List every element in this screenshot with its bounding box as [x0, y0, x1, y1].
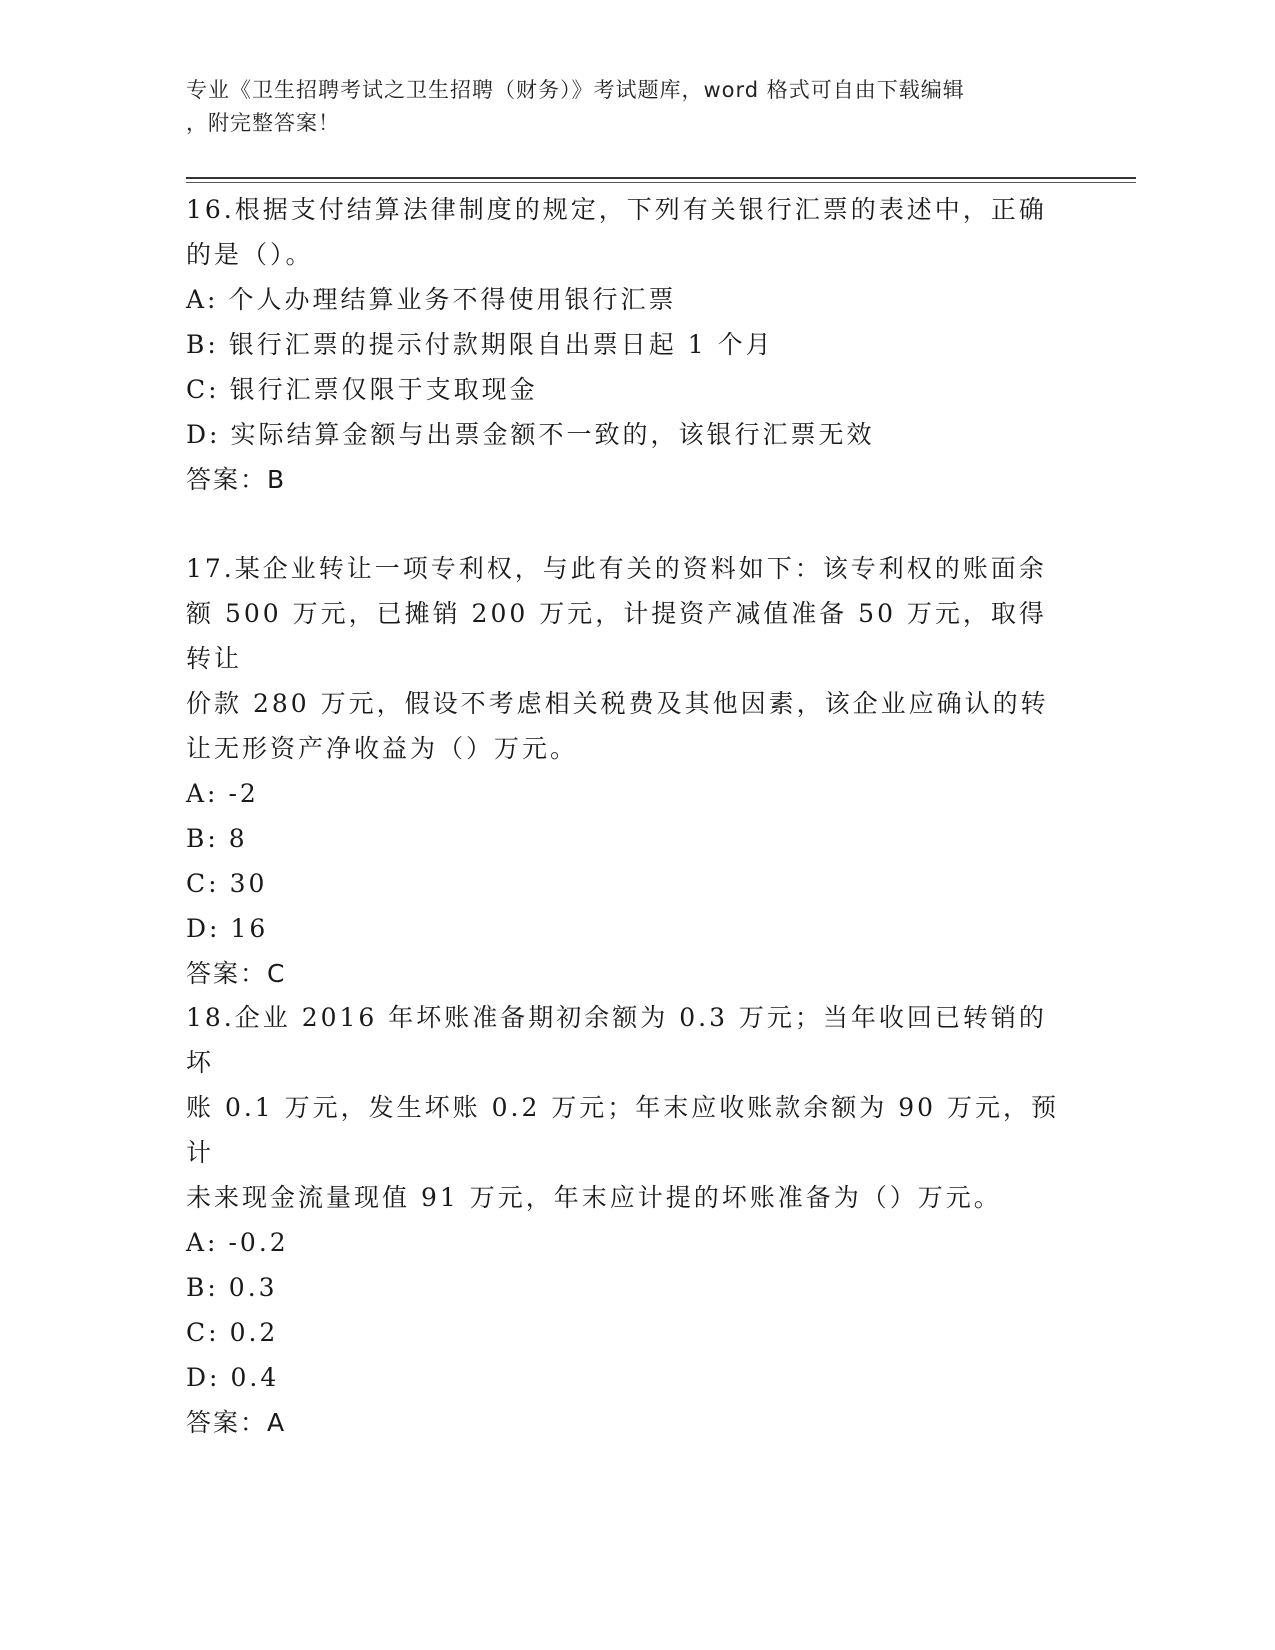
answer-line: 答案：B: [186, 465, 287, 494]
header-line-2: ，附完整答案！: [186, 111, 340, 135]
question-text-line: 让无形资产净收益为（）万元。: [186, 734, 579, 763]
option-a: [186, 771, 1066, 816]
option-text: 0.3: [228, 1273, 278, 1302]
option-letter: A:: [186, 285, 219, 314]
option-d: [186, 1355, 1066, 1400]
option-text: -0.2: [228, 1228, 289, 1257]
header-divider-thick: [186, 177, 1136, 179]
option-text: -2: [228, 779, 259, 808]
question-text-line: 17.某企业转让一项专利权，与此有关的资料如下：该专利权的账面余: [186, 554, 1047, 583]
option-a: [186, 1220, 1066, 1265]
question-text-line: 价款 280 万元，假设不考虑相关税费及其他因素，该企业应确认的转: [186, 689, 1049, 718]
option-letter: C:: [186, 1318, 220, 1347]
option-letter: A:: [186, 1228, 219, 1257]
option-letter: B:: [186, 824, 219, 853]
option-b: [186, 322, 1066, 367]
option-text: 0.4: [230, 1363, 280, 1392]
option-text: 银行汇票仅限于支取现金: [229, 375, 538, 404]
header-line-1: 专业《卫生招聘考试之卫生招聘（财务）》考试题库，word 格式可自由下载编辑: [186, 78, 965, 102]
option-text: 个人办理结算业务不得使用银行汇票: [228, 285, 677, 314]
option-letter: C:: [186, 869, 220, 898]
answer-line: 答案：A: [186, 1408, 287, 1437]
document-header: [186, 74, 1066, 140]
option-letter: D:: [186, 914, 221, 943]
question-text-line: 额 500 万元，已摊销 200 万元，计提资产减值准备 50 万元，取得转让: [186, 599, 1047, 673]
option-letter: C:: [186, 375, 220, 404]
option-b: [186, 1265, 1066, 1310]
option-text: 银行汇票的提示付款期限自出票日起 1 个月: [228, 330, 774, 359]
header-divider-thin: [186, 182, 1136, 183]
question-18: [186, 995, 1066, 1445]
answer-line: 答案：C: [186, 959, 287, 988]
question-text-line: 16.根据支付结算法律制度的规定，下列有关银行汇票的表述中，正确: [186, 195, 1047, 224]
option-letter: D:: [186, 1363, 221, 1392]
question-text-line: 未来现金流量现值 91 万元，年末应计提的坏账准备为（）万元。: [186, 1183, 1002, 1212]
option-text: 0.2: [229, 1318, 279, 1347]
option-d: [186, 412, 1066, 457]
option-text: 实际结算金额与出票金额不一致的，该银行汇票无效: [230, 420, 875, 449]
option-a: [186, 277, 1066, 322]
option-letter: D:: [186, 420, 221, 449]
question-16: [186, 187, 1066, 502]
option-letter: B:: [186, 330, 219, 359]
question-text-line: 18.企业 2016 年坏账准备期初余额为 0.3 万元；当年收回已转销的坏: [186, 1003, 1047, 1077]
question-17: [186, 546, 1066, 996]
option-text: 16: [230, 914, 269, 943]
option-c: [186, 367, 1066, 412]
option-b: [186, 816, 1066, 861]
question-text-line: 账 0.1 万元，发生坏账 0.2 万元；年末应收账款余额为 90 万元，预计: [186, 1093, 1060, 1167]
option-text: 8: [228, 824, 248, 853]
option-letter: B:: [186, 1273, 219, 1302]
option-c: [186, 1310, 1066, 1355]
option-c: [186, 861, 1066, 906]
option-d: [186, 906, 1066, 951]
option-letter: A:: [186, 779, 219, 808]
option-text: 30: [229, 869, 268, 898]
question-text-line: 的是（）。: [186, 240, 314, 269]
